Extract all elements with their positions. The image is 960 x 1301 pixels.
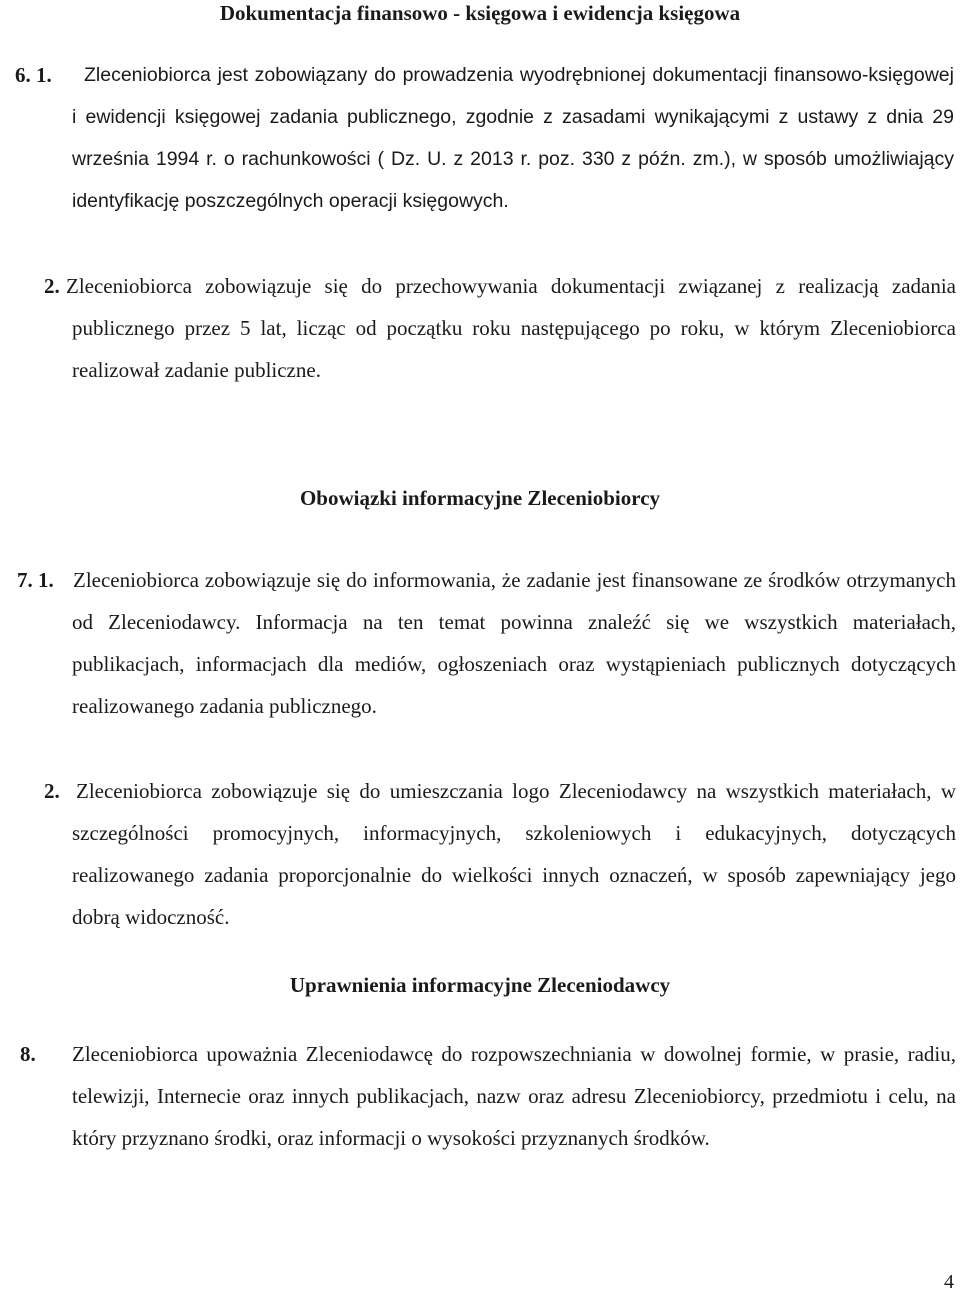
paragraph-number-6-1: 6. 1. [15, 63, 52, 87]
paragraph-6-1: Zleceniobiorca jest zobowiązany do prowadzenia wyodrębnionej dokumentacji finansowo-księgowej i ewidencji księgowej zadania publicznego, zgodnie z zasadami wynikającymi z ustawy z dnia 29 września 1994 r. o rachunkowości ( Dz. U. z 2013 r. poz. 330 z późn. zm.), w sposób umożliwiający identyfikację poszczególnych operacji księgowych. [72, 64, 954, 212]
paragraph-8: Zleceniobiorca upoważnia Zleceniodawcę do rozpowszechniania w dowolnej formie, w prasie, radiu, telewizji, Internecie oraz innych publikacjach, nazw oraz adresu Zleceniobiorcy, przedmiotu i celu, na który przyznano środki, oraz informacji o wysokości przyznanych środków. [72, 1042, 956, 1150]
paragraph-7-1: Zleceniobiorca zobowiązuje się do informowania, że zadanie jest finansowane ze środków otrzymanych od Zleceniodawcy. Informacja na ten temat powinna znaleźć się we wszystkich materiałach, publikacjach, informacjach dla mediów, ogłoszeniach oraz wystąpieniach publicznych dotyczących realizowanego zadania publicznego. [72, 568, 956, 718]
paragraph-6-2: Zleceniobiorca zobowiązuje się do przechowywania dokumentacji związanej z realizacją zadania publicznego przez 5 lat, licząc od początku roku następującego po roku, w którym Zleceniobiorca realizował zadanie publiczne. [66, 274, 956, 382]
page-number: 4 [944, 1271, 954, 1293]
section-heading-obowiazki: Obowiązki informacyjne Zleceniobiorcy [299, 486, 661, 510]
paragraph-number-7-1: 7. 1. [17, 568, 54, 592]
paragraph-number-7-2: 2. [44, 779, 60, 803]
paragraph-7-2: Zleceniobiorca zobowiązuje się do umieszczania logo Zleceniodawcy na wszystkich materiałach, w szczególności promocyjnych, informacyjnych, szkoleniowych i edukacyjnych, dotyczących realizowanego zadania proporcjonalnie do wielkości innych oznaczeń, w sposób zapewniający jego dobrą widoczność. [72, 779, 956, 929]
paragraph-number-8: 8. [20, 1042, 36, 1066]
page-title: Dokumentacja finansowo - księgowa i ewidencja księgowa [219, 1, 741, 25]
paragraph-number-6-2: 2. [44, 274, 60, 298]
section-heading-uprawnienia: Uprawnienia informacyjne Zleceniodawcy [289, 973, 671, 997]
